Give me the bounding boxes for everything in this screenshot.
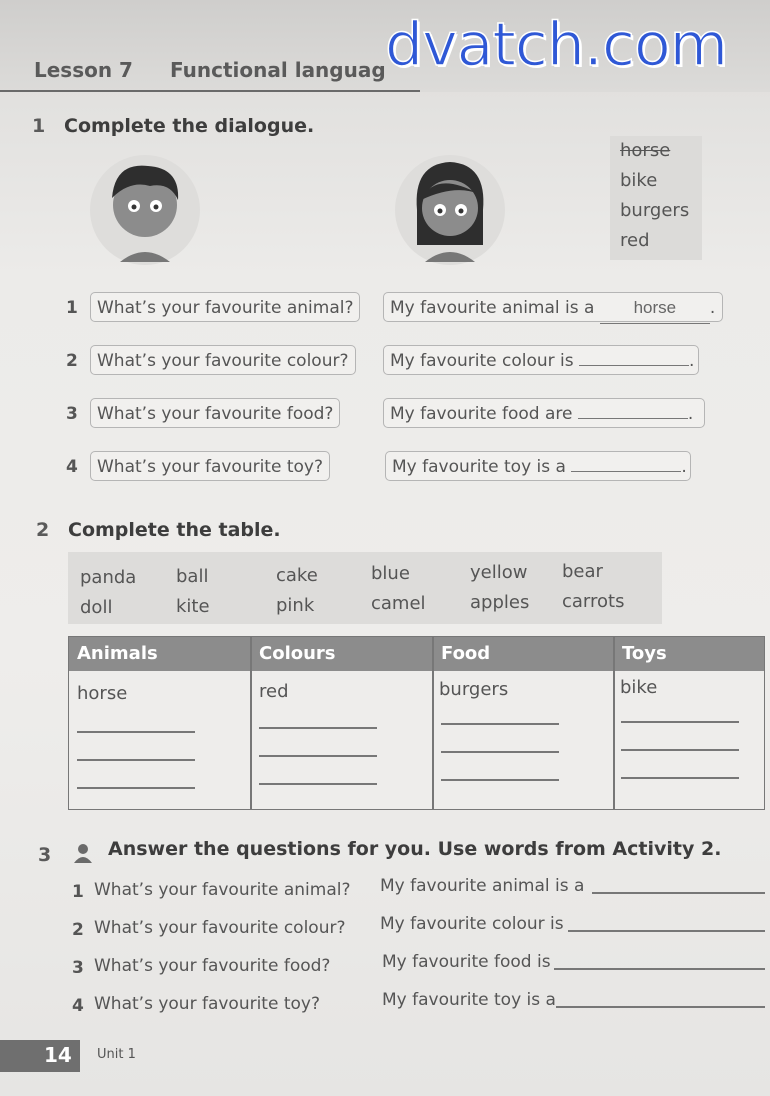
watermark: dvatch.com (385, 10, 728, 80)
answer-line[interactable] (259, 727, 377, 729)
answer-bubble (383, 398, 705, 428)
question-text: What’s your favourite toy? (97, 457, 323, 477)
question-number: 2 (66, 351, 78, 371)
word-bank-item: blue (371, 563, 410, 584)
question-number: 1 (72, 882, 84, 902)
question-number: 4 (72, 996, 84, 1016)
question-text: What’s your favourite toy? (94, 994, 320, 1014)
answer-period: . (681, 457, 687, 477)
answer-text: My favourite toy is a (382, 990, 556, 1010)
answer-line[interactable] (259, 755, 377, 757)
answer-period: . (709, 298, 716, 318)
answer-line[interactable] (441, 751, 559, 753)
girl-illustration (395, 150, 505, 265)
answer-line[interactable] (77, 787, 195, 789)
answer-bubble (383, 345, 699, 375)
lesson-title: Functional languag (170, 58, 386, 82)
activity1-word-box (610, 136, 702, 260)
word-box-item: horse (620, 140, 671, 161)
question-text: What’s your favourite colour? (97, 351, 349, 371)
answer-line[interactable] (259, 783, 377, 785)
table-header: Food (433, 637, 614, 671)
page-number: 14 (44, 1043, 72, 1067)
table-cell: horse (77, 683, 128, 704)
word-bank-item: yellow (470, 562, 528, 583)
word-bank-item: doll (80, 597, 113, 618)
answer-period: . (689, 351, 695, 371)
answer-line[interactable] (556, 1006, 765, 1008)
lesson-label: Lesson 7 (34, 58, 133, 82)
word-bank-item: carrots (562, 591, 625, 612)
question-number: 3 (72, 958, 84, 978)
table-header: Animals (69, 637, 251, 671)
question-text: What’s your favourite animal? (97, 298, 354, 318)
answer-blank[interactable] (579, 365, 689, 366)
activity3-title: Answer the questions for you. Use words from Activity 2. (108, 838, 722, 860)
word-bank-item: camel (371, 593, 426, 614)
person-icon (72, 842, 94, 864)
question-bubble (90, 292, 360, 322)
answer-period: . (687, 404, 694, 424)
question-bubble (90, 451, 330, 481)
answer-bubble (383, 292, 723, 322)
word-bank-item: apples (470, 592, 530, 613)
question-text: What’s your favourite colour? (94, 918, 346, 938)
word-bank-item: bear (562, 561, 603, 582)
table-cell: red (259, 681, 289, 702)
answer-line[interactable] (554, 968, 765, 970)
table-divider (613, 637, 615, 809)
answer-text: My favourite animal is a (390, 298, 595, 318)
question-bubble (90, 398, 340, 428)
question-number: 2 (72, 920, 84, 940)
boy-illustration (90, 150, 200, 265)
answer-text: My favourite colour is (380, 914, 564, 934)
activity2-title: Complete the table. (68, 519, 281, 541)
category-table (68, 636, 765, 810)
answer-line[interactable] (77, 731, 195, 733)
word-bank-item: kite (176, 596, 210, 617)
answer-line[interactable] (592, 892, 765, 894)
answer-blank[interactable]: horse (600, 293, 710, 324)
answer-text: My favourite colour is (390, 351, 574, 371)
answer-line[interactable] (621, 721, 739, 723)
question-number: 3 (66, 404, 78, 424)
question-number: 1 (66, 298, 78, 318)
word-bank-item: panda (80, 567, 137, 588)
table-cell: bike (620, 677, 658, 698)
answer-line[interactable] (77, 759, 195, 761)
question-text: What’s your favourite food? (94, 956, 331, 976)
answer-line[interactable] (441, 779, 559, 781)
activity2-number: 2 (36, 519, 50, 541)
table-divider (432, 637, 434, 809)
table-cell: burgers (439, 679, 509, 700)
header-underline (0, 90, 420, 92)
activity1-number: 1 (32, 115, 46, 137)
answer-line[interactable] (621, 777, 739, 779)
question-text: What’s your favourite animal? (94, 880, 351, 900)
activity1-title: Complete the dialogue. (64, 115, 315, 137)
activity3-number: 3 (38, 844, 52, 866)
answer-blank[interactable] (578, 418, 688, 419)
answer-text: My favourite food is (382, 952, 551, 972)
question-bubble (90, 345, 356, 375)
answer-text: My favourite food are (390, 404, 573, 424)
answer-line[interactable] (441, 723, 559, 725)
word-bank-item: pink (276, 595, 315, 616)
answer-text: My favourite animal is a (380, 876, 585, 896)
answer-line[interactable] (621, 749, 739, 751)
answer-bubble (385, 451, 691, 481)
answer-blank[interactable] (571, 471, 681, 472)
question-text: What’s your favourite food? (97, 404, 334, 424)
table-divider (250, 637, 252, 809)
table-header: Toys (614, 637, 764, 671)
word-box-item: burgers (620, 200, 690, 221)
question-number: 4 (66, 457, 78, 477)
answer-text: My favourite toy is a (392, 457, 566, 477)
table-header: Colours (251, 637, 433, 671)
word-bank-item: ball (176, 566, 209, 587)
answer-line[interactable] (568, 930, 765, 932)
word-bank-item: cake (276, 565, 318, 586)
word-box-item: bike (620, 170, 658, 191)
unit-label: Unit 1 (97, 1047, 136, 1062)
word-box-item: red (620, 230, 650, 251)
